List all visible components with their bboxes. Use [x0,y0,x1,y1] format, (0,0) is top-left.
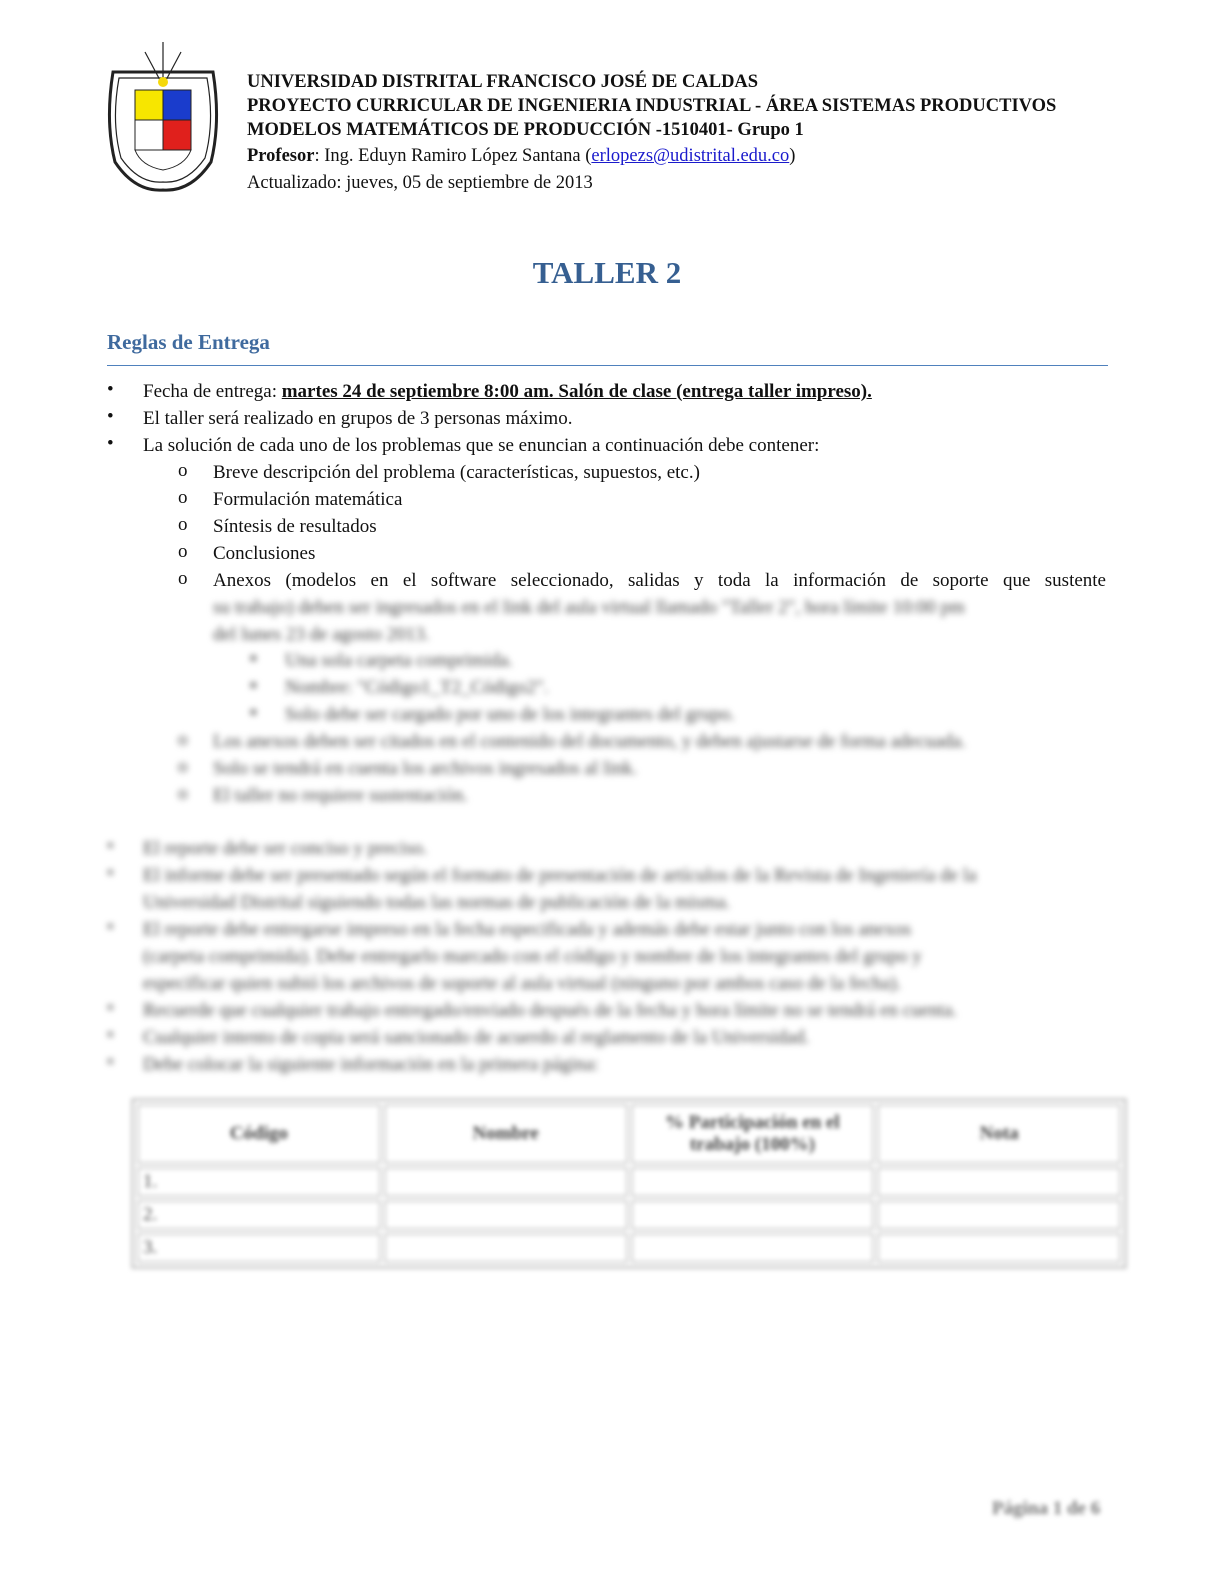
section-heading: Reglas de Entrega [107,330,270,354]
rule-item: El reporte debe entregarse impreso en la fecha especificada y además debe estar junto con los anexos [143,919,912,940]
university-logo [105,42,221,192]
professor-label: Profesor [247,146,315,166]
professor-email-link[interactable]: erlopezs@udistrital.edu.co [591,146,790,166]
rule-item: El informe debe ser presentado según el formato de presentación de artículos de la Revista de Ingeniería de la [143,865,977,886]
table-row [137,1200,1121,1230]
sub-item: Solo se tendrá en cuenta los archivos ingresados al link. [213,758,638,779]
course-name: MODELOS MATEMÁTICOS DE PRODUCCIÓN -1510401- Grupo 1 [247,120,804,140]
rule-item: Cualquier intento de copia será sancionado de acuerdo al reglamento de la Universidad. [143,1027,810,1048]
anexos-item: Solo debe ser cargado por uno de los integrantes del grupo. [285,704,735,725]
rule-solution-content: La solución de cada uno de los problemas que se enuncian a continuación debe contener: [143,435,820,456]
circle-bullet-icon: o [178,783,188,804]
table-row [137,1167,1121,1197]
rule-groups: El taller será realizado en grupos de 3 personas máximo. [143,408,573,429]
rule-item: Debe colocar la siguiente información en la primera página: [143,1054,599,1075]
bullet-icon: • [107,836,114,857]
row-number: 2. [137,1200,381,1230]
row-number: 3. [137,1233,381,1263]
bullet-icon: • [107,379,114,400]
sub-item: Síntesis de resultados [213,516,377,537]
table-header-row [137,1104,1121,1164]
circle-bullet-icon: o [178,756,188,777]
rule-delivery-date [143,379,872,405]
square-bullet-icon: ▪ [250,702,257,723]
updated-date: Actualizado: jueves, 05 de septiembre de 2013 [247,173,593,193]
col-header-name: Nombre [384,1104,628,1164]
circle-bullet-icon: o [178,541,188,562]
sub-item: Conclusiones [213,543,316,564]
rule-item: (carpeta comprimida). Debe entregarlo marcado con el código y nombre de los integrantes del grupo y [143,946,922,967]
page-number: Página 1 de 6 [992,1498,1101,1519]
circle-bullet-icon: o [178,568,188,589]
sub-item: Anexos (modelos en el software seleccionado, salidas y toda la información de soporte que sustente [213,570,1106,591]
rule-item: Universidad Distrital siguiendo todas las normas de publicación de la misma. [143,892,731,913]
row-number: 1. [137,1167,381,1197]
delivery-value: martes 24 de septiembre 8:00 am. Salón de clase (entrega taller impreso). [281,381,872,402]
col-header-grade: Nota [877,1104,1121,1164]
group-info-table [131,1098,1127,1269]
professor-line [247,144,795,168]
rule-item: especificar quien subió los archivos de soporte al aula virtual (ninguno por ambos caso de la fecha). [143,973,902,994]
sub-item: El taller no requiere sustentación. [213,785,468,806]
bullet-icon: • [107,998,114,1019]
circle-bullet-icon: o [178,514,188,535]
professor-name: : Ing. Eduyn Ramiro López Santana ( [314,146,592,166]
square-bullet-icon: ▪ [250,675,257,696]
anexos-item: Nombre: "Código1_T2_Código2". [285,677,549,698]
university-name: UNIVERSIDAD DISTRITAL FRANCISCO JOSÉ DE CALDAS [247,72,759,92]
square-bullet-icon: ▪ [250,648,257,669]
circle-bullet-icon: o [178,487,188,508]
anexos-item: Una sola carpeta comprimida. [285,650,513,671]
rule-item: Recuerde que cualquier trabajo entregado/enviado después de la fecha y hora límite no se tendrá en cuenta. [143,1000,958,1021]
bullet-icon: • [107,917,114,938]
bullet-icon: • [107,1052,114,1073]
program-name: PROYECTO CURRICULAR DE INGENIERIA INDUSTRIAL - ÁREA SISTEMAS PRODUCTIVOS [247,96,1057,116]
circle-bullet-icon: o [178,460,188,481]
sub-item: Formulación matemática [213,489,403,510]
rule-item: El reporte debe ser conciso y preciso. [143,838,428,859]
col-header-code: Código [137,1104,381,1164]
document-title: TALLER 2 [532,255,682,290]
circle-bullet-icon: o [178,729,188,750]
paren-close: ) [789,146,796,166]
bullet-icon: • [107,863,114,884]
anexos-continuation: su trabajo) deben ser ingresados en el link del aula virtual llamado "Taller 2", hora límite 10:00 pm [213,597,965,618]
delivery-label: Fecha de entrega: [143,381,282,402]
bullet-icon: • [107,406,114,427]
anexos-continuation: del lunes 23 de agosto 2013. [213,624,430,645]
bullet-icon: • [107,1025,114,1046]
section-divider [107,365,1108,366]
sub-item: Los anexos deben ser citados en el contenido del documento, y deben ajustarse de forma adecuada. [213,731,966,752]
table-row [137,1233,1121,1263]
col-header-participation: % Participación en el trabajo (100%) [631,1104,875,1164]
bullet-icon: • [107,433,114,454]
sub-item: Breve descripción del problema (características, supuestos, etc.) [213,462,700,483]
